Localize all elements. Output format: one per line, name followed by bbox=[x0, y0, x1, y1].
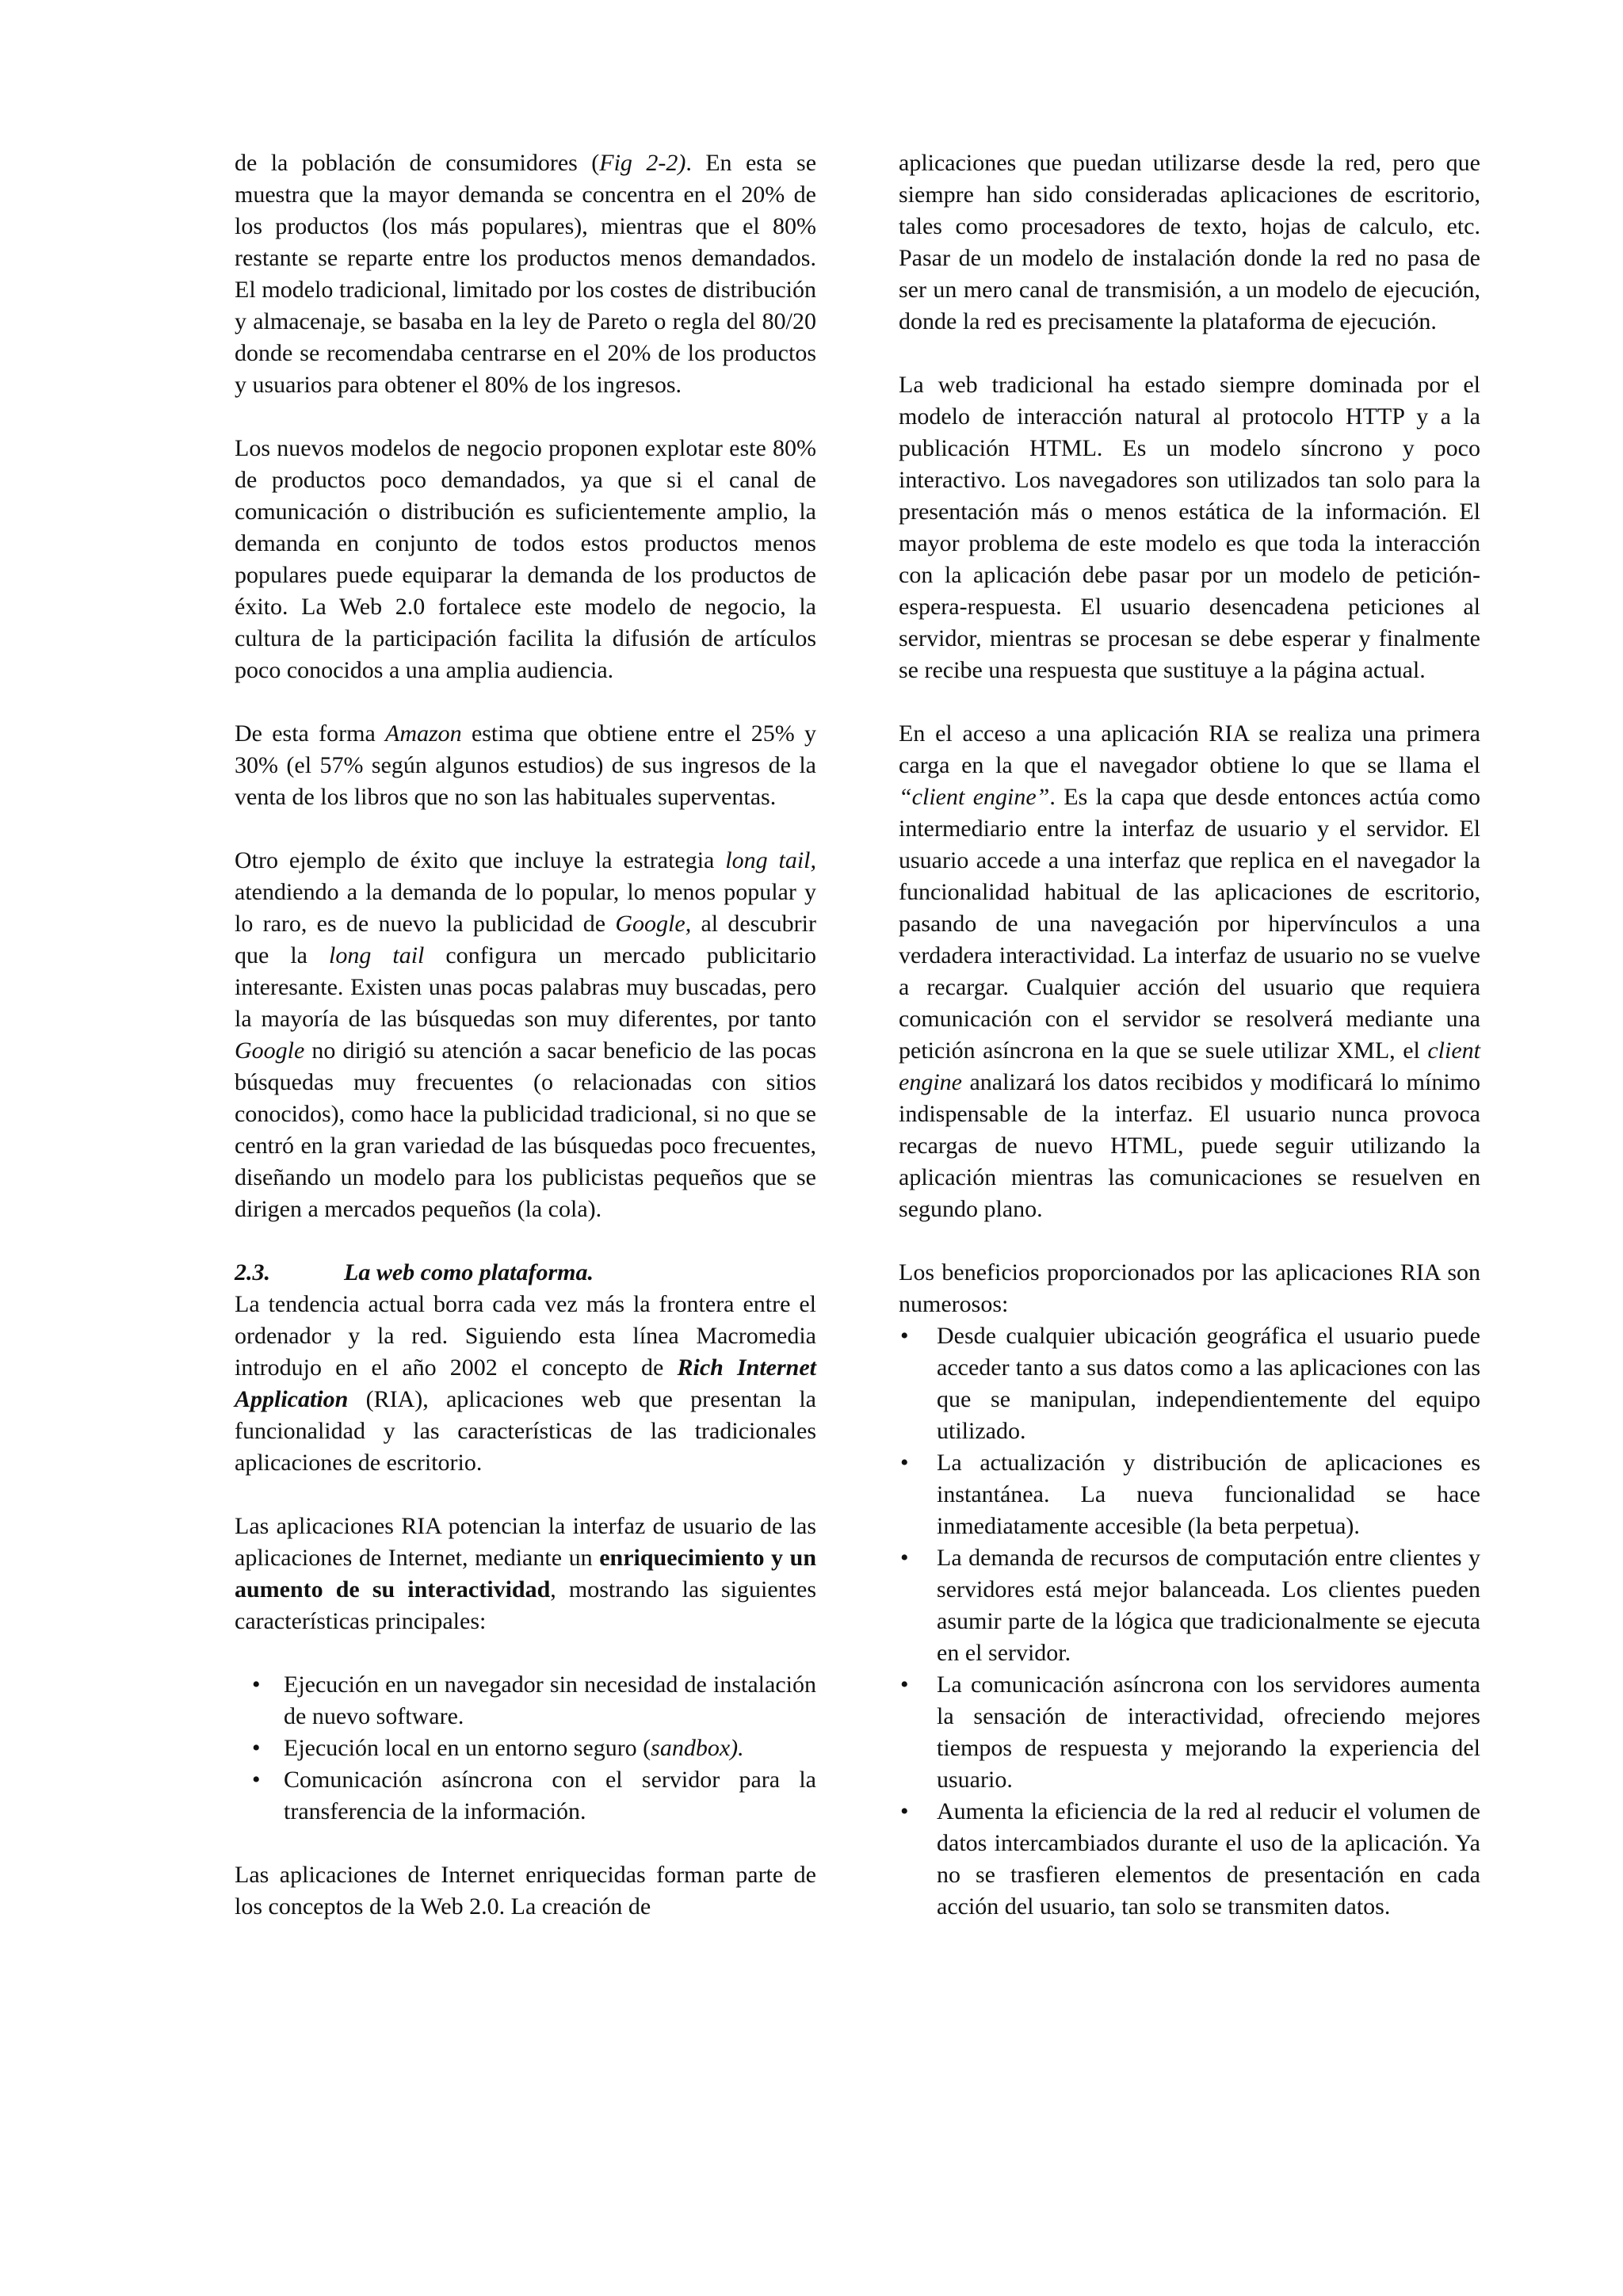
emphasis: Google bbox=[235, 1037, 305, 1064]
list-item: • La actualización y distribución de aplicaciones es instantánea. La nueva funcionalidad se hace inmediatamente accesible (la beta perpetua). bbox=[899, 1447, 1480, 1542]
paragraph: Los beneficios proporcionados por las aplicaciones RIA son numerosos: bbox=[899, 1259, 1480, 1317]
emphasis: Google, bbox=[615, 911, 692, 937]
bullet-icon: • bbox=[252, 1767, 261, 1793]
paragraph: aplicaciones que puedan utilizarse desde la red, pero que siempre han sido consideradas aplicaciones de escritorio, tales como procesadores de texto, hojas de calculo, etc. Pasar de un modelo de instalación donde la red no pasa de ser un mero canal de transmisión, a un modelo de ejecución, donde la red es precisamente la plataforma de ejecución. bbox=[899, 150, 1480, 334]
emphasis: long tail bbox=[329, 942, 425, 968]
bullet-icon: • bbox=[900, 1323, 909, 1349]
section-title: La web como plataforma. bbox=[344, 1259, 594, 1286]
right-column bbox=[899, 147, 1480, 1954]
figure-reference: Fig 2-2) bbox=[599, 150, 686, 176]
emphasis: Amazon bbox=[385, 720, 462, 747]
paragraph: La web tradicional ha estado siempre dominada por el modelo de interacción natural al protocolo HTTP y a la publicación HTML. Es un modelo síncrono y poco interactivo. Los navegadores son utilizados tan solo para la presentación más o menos estática de la información. El mayor problema de este modelo es que toda la interacción con la aplicación debe pasar por un modelo de petición-espera-respuesta. El usuario desencadena peticiones al servidor, mientras se procesan se debe esperar y finalmente se recibe una respuesta que sustituye a la página actual. bbox=[899, 372, 1480, 683]
left-column bbox=[235, 147, 816, 1923]
paragraph: La tendencia actual borra cada vez más la frontera entre el ordenador y la red. Siguiendo esta línea Macromedia introdujo en el año 2002 el concepto de Rich Internet Application (RIA), aplicaciones web que presentan la funcionalidad y las características de las tradicionales aplicaciones de escritorio. bbox=[235, 1291, 816, 1476]
bullet-icon: • bbox=[900, 1671, 909, 1698]
paragraph: Las aplicaciones de Internet enriquecidas forman parte de los conceptos de la Web 2.0. La creación de bbox=[235, 1862, 816, 1920]
bullet-icon: • bbox=[252, 1735, 261, 1761]
paragraph: Otro ejemplo de éxito que incluye la estrategia long tail, atendiendo a la demanda de lo popular, lo menos popular y lo raro, es de nuevo la publicidad de Google, al descubrir que la long tail configura un mercado publicitario interesante. Existen unas pocas palabras muy buscadas, pero la mayoría de las búsquedas son muy diferentes, por tanto Google no dirigió su atención a sacar beneficio de las pocas búsquedas muy frecuentes (o relacionadas con sitios conocidos), como hace la publicidad tradicional, si no que se centró en la gran variedad de las búsquedas poco frecuentes, diseñando un modelo para los publicistas pequeños que se dirigen a mercados pequeños (la cola). bbox=[235, 847, 817, 1222]
list-item: • Ejecución en un navegador sin necesidad de instalación de nuevo software. bbox=[235, 1669, 816, 1733]
bullet-list bbox=[899, 1320, 1480, 1923]
bullet-icon: • bbox=[252, 1671, 261, 1698]
paragraph: En el acceso a una aplicación RIA se realiza una primera carga en la que el navegador obtiene lo que se llama el “client engine”. Es la capa que desde entonces actúa como intermediario entre la interfaz de usuario y el servidor. El usuario accede a una interfaz que replica en el navegador la funcionalidad habitual de las aplicaciones de escritorio, pasando de una navegación por hipervínculos a una verdadera interactividad. La interfaz de usuario no se vuelve a recargar. Cualquier acción del usuario que requiera comunicación con el servidor se resolverá mediante una petición asíncrona en la que se suele utilizar XML, el client engine analizará los datos recibidos y modificará lo mínimo indispensable de la interfaz. El usuario nunca provoca recargas de nuevo HTML, puede seguir utilizando la aplicación mientras las comunicaciones se resuelven en segundo plano. bbox=[899, 720, 1480, 1222]
bullet-list bbox=[235, 1669, 816, 1828]
list-item: • Aumenta la eficiencia de la red al reducir el volumen de datos intercambiados durante el uso de la aplicación. Ya no se trasfieren elementos de presentación en cada acción del usuario, tan solo se transmiten datos. bbox=[899, 1796, 1480, 1923]
section-heading bbox=[235, 1257, 816, 1289]
paragraph: Las aplicaciones RIA potencian la interfaz de usuario de las aplicaciones de Internet, mediante un enriquecimiento y un aumento de su interactividad, mostrando las siguientes características principales: bbox=[235, 1513, 817, 1634]
paragraph: de la población de consumidores (Fig 2-2). En esta se muestra que la mayor demanda se concentra en el 20% de los productos (los más populares), mientras que el 80% restante se reparte entre los productos menos demandados. El modelo tradicional, limitado por los costes de distribución y almacenaje, se basaba en la ley de Pareto o regla del 80/20 donde se recomendaba centrarse en el 20% de los productos y usuarios para obtener el 80% de los ingresos. bbox=[235, 150, 817, 398]
list-item: • La demanda de recursos de computación entre clientes y servidores está mejor balanceada. Los clientes pueden asumir parte de la lógica que tradicionalmente se ejecuta en el servidor. bbox=[899, 1542, 1480, 1669]
paragraph: De esta forma Amazon estima que obtiene entre el 25% y 30% (el 57% según algunos estudios) de sus ingresos de la venta de los libros que no son las habituales superventas. bbox=[235, 720, 816, 810]
emphasis: long tail, bbox=[725, 847, 816, 873]
bold-text: enriquecimiento y un aumento de su interactividad bbox=[235, 1545, 817, 1603]
bullet-icon: • bbox=[900, 1798, 909, 1824]
bullet-icon: • bbox=[900, 1450, 909, 1476]
bullet-icon: • bbox=[900, 1545, 909, 1571]
section-number: 2.3. bbox=[235, 1259, 270, 1286]
list-item: • Comunicación asíncrona con el servidor para la transferencia de la información. bbox=[235, 1764, 816, 1828]
emphasis: Rich Internet Application bbox=[235, 1354, 816, 1412]
paragraph: Los nuevos modelos de negocio proponen explotar este 80% de productos poco demandados, ya que si el canal de comunicación o distribución es suficientemente amplio, la demanda en conjunto de todos estos productos menos populares puede equiparar la demanda de los productos de éxito. La Web 2.0 fortalece este modelo de negocio, la cultura de la participación facilita la difusión de artículos poco conocidos a una amplia audiencia. bbox=[235, 435, 816, 683]
emphasis: client engine bbox=[899, 1037, 1480, 1095]
list-item: • La comunicación asíncrona con los servidores aumenta la sensación de interactividad, ofreciendo mejores tiempos de respuesta y mejorando la experiencia del usuario. bbox=[899, 1669, 1480, 1796]
list-item: • Desde cualquier ubicación geográfica el usuario puede acceder tanto a sus datos como a las aplicaciones con las que se manipulan, independientemente del equipo utilizado. bbox=[899, 1320, 1480, 1447]
list-item: • Ejecución local en un entorno seguro (sandbox). bbox=[235, 1733, 816, 1764]
emphasis: “client engine” bbox=[899, 784, 1050, 810]
